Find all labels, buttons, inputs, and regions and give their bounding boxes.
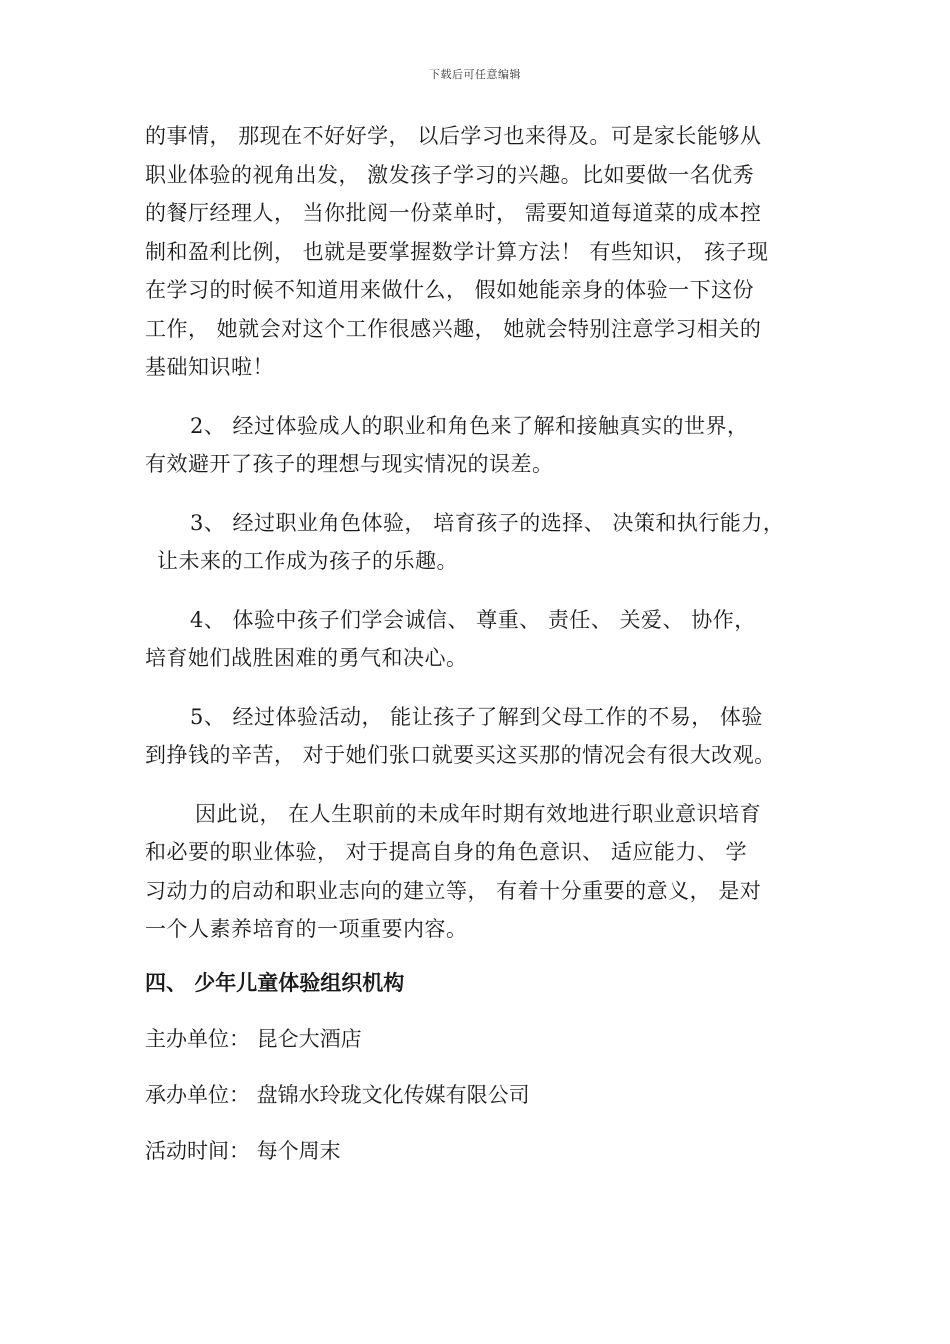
page-header: 下载后可任意编辑 <box>429 68 521 81</box>
paragraph-conclusion <box>145 795 815 949</box>
text-line: 制和盈利比例， 也就是要掌握数学计算方法！ 有些知识， 孩子现 <box>145 239 769 264</box>
text-line: 的餐厅经理人， 当你批阅一份菜单时， 需要知道每道菜的成本控 <box>145 201 762 225</box>
list-item-5 <box>145 698 815 775</box>
text-line: 基础知识啦！ <box>145 355 274 379</box>
host-unit: 主办单位： 昆仑大酒店 <box>145 1026 362 1051</box>
text-line: 和必要的职业体验， 对于提高自身的角色意识、 适应能力、 学 <box>145 840 748 864</box>
activity-time: 活动时间： 每个周末 <box>145 1138 341 1163</box>
text-line: 的事情， 那现在不好好学， 以后学习也来得及。可是家长能够从 <box>145 124 762 148</box>
organizer-unit: 承办单位： 盘锦水玲珑文化传媒有限公司 <box>145 1082 530 1107</box>
list-item-4 <box>145 601 815 678</box>
text-line: 工作， 她就会对这个工作很感兴趣， 她就会特别注意学习相关的 <box>145 316 762 341</box>
text-line: 在学习的时候不知道用来做什么， 假如她能亲身的体验一下这份 <box>145 278 755 302</box>
list-item-3 <box>145 504 815 581</box>
paragraph-career-experience <box>145 117 815 387</box>
section-heading: 四、 少年儿童体验组织机构 <box>145 970 405 995</box>
text-line: 习动力的启动和职业志向的建立等， 有着十分重要的意义， 是对 <box>145 878 762 903</box>
text-line: 培育她们战胜困难的勇气和决心。 <box>145 646 468 670</box>
document-body <box>145 117 815 1171</box>
text-line: 一个人素养培育的一项重要内容。 <box>145 917 468 941</box>
text-line: 让未来的工作成为孩子的乐趣。 <box>157 549 458 573</box>
text-line: 4、 体验中孩子们学会诚信、 尊重、 责任、 关爱、 协作， <box>190 607 756 632</box>
text-line: 5、 经过体验活动， 能让孩子了解到父母工作的不易， 体验 <box>190 704 763 729</box>
text-line: 3、 经过职业角色体验， 培育孩子的选择、 决策和执行能力， <box>190 510 785 535</box>
text-line: 到挣钱的辛苦， 对于她们张口就要买这买那的情况会有很大改观。 <box>145 743 776 767</box>
text-line: 2、 经过体验成人的职业和角色来了解和接触真实的世界， <box>190 413 749 438</box>
text-line: 因此说， 在人生职前的未成年时期有效地进行职业意识培育 <box>195 801 762 826</box>
text-line: 有效避开了孩子的理想与现实情况的误差。 <box>145 452 554 476</box>
text-line: 职业体验的视角出发， 激发孩子学习的兴趣。比如要做一名优秀 <box>145 162 755 187</box>
list-item-2 <box>145 407 815 484</box>
